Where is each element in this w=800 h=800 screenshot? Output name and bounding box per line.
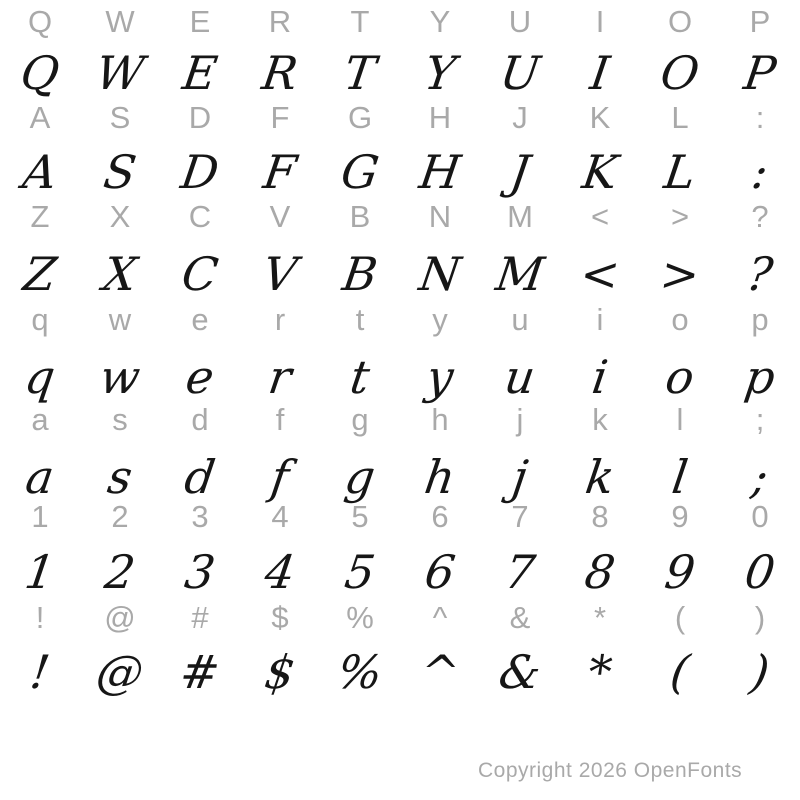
reference-glyph: @ [104,600,136,635]
reference-glyph: K [589,100,611,135]
script-glyph: k [582,450,618,504]
reference-glyph: q [31,302,49,337]
script-glyph: h [421,450,459,504]
script-glyph: & [495,645,545,699]
reference-glyph: T [350,4,370,39]
script-glyph: t [346,350,374,404]
script-glyph: K [579,145,621,199]
reference-glyph: $ [271,600,289,635]
reference-glyph: F [270,100,290,135]
reference-glyph: E [189,4,211,39]
reference-glyph: 9 [671,499,689,534]
script-glyph: Q [17,46,63,100]
reference-glyph: 4 [271,499,289,534]
script-glyph: W [92,46,148,100]
reference-glyph: G [347,100,373,135]
script-glyph: S [100,145,140,199]
script-glyph: p [741,350,779,404]
reference-glyph: s [112,402,128,437]
reference-glyph: ^ [432,600,448,635]
reference-glyph: 2 [111,499,129,534]
glyph-row-symbols-reference [0,600,800,636]
reference-glyph: O [667,4,693,39]
glyph-row-uppercase-zxcv-reference [0,199,800,235]
script-glyph: J [506,145,534,199]
reference-glyph: S [109,100,131,135]
script-glyph: w [96,350,144,404]
reference-glyph: o [671,302,689,337]
reference-glyph: * [593,600,607,635]
reference-glyph: y [432,302,448,337]
script-glyph: M [492,247,548,301]
reference-glyph: l [676,402,684,437]
script-glyph: R [258,46,302,100]
reference-glyph: M [507,199,533,234]
reference-glyph: % [346,600,374,635]
script-glyph: I [587,46,613,100]
reference-glyph: J [512,100,528,135]
script-glyph: B [339,247,381,301]
reference-glyph: U [508,4,532,39]
script-glyph: H [416,145,464,199]
script-glyph: G [337,145,383,199]
reference-glyph: 6 [431,499,449,534]
script-glyph: O [657,46,703,100]
script-glyph: $ [261,645,299,699]
reference-glyph: N [428,199,452,234]
reference-glyph: ( [674,600,686,635]
script-glyph: * [584,645,616,699]
reference-glyph: w [108,302,132,337]
script-glyph: 2 [101,545,139,599]
script-glyph: d [181,450,219,504]
glyph-row-symbols-script [0,642,800,702]
script-glyph: l [668,450,692,504]
script-glyph: u [501,350,539,404]
script-glyph: j [509,450,531,504]
script-glyph: ; [748,450,772,504]
script-glyph: 9 [661,545,699,599]
glyph-row-digits-reference [0,499,800,535]
script-glyph: U [496,46,544,100]
reference-glyph: P [749,4,771,39]
script-glyph: 3 [181,545,219,599]
reference-glyph: A [29,100,51,135]
script-glyph: F [260,145,300,199]
script-glyph: > [656,247,704,301]
reference-glyph: 3 [191,499,209,534]
reference-glyph: Q [27,4,53,39]
reference-glyph: & [509,600,531,635]
reference-glyph: 7 [511,499,529,534]
glyph-row-lowercase-qwerty-script [0,347,800,407]
reference-glyph: r [274,302,286,337]
reference-glyph: 8 [591,499,609,534]
reference-glyph: I [595,4,605,39]
reference-glyph: B [349,199,371,234]
reference-glyph: u [511,302,529,337]
reference-glyph: W [105,4,135,39]
reference-glyph: h [431,402,449,437]
script-glyph: i [588,350,612,404]
reference-glyph: ; [755,402,765,437]
reference-glyph: # [191,600,209,635]
script-glyph: s [104,450,136,504]
script-glyph: Y [421,46,459,100]
reference-glyph: i [596,302,604,337]
reference-glyph: C [188,199,212,234]
glyph-row-lowercase-asdf-reference [0,402,800,438]
reference-glyph: ? [751,199,769,234]
reference-glyph: H [428,100,452,135]
reference-glyph: ) [754,600,766,635]
script-glyph: 6 [421,545,459,599]
script-glyph: ^ [416,645,464,699]
reference-glyph: a [31,402,49,437]
script-glyph: 0 [741,545,779,599]
script-glyph: ( [667,645,693,699]
script-glyph: 4 [261,545,299,599]
script-glyph: q [21,350,59,404]
glyph-row-lowercase-asdf-script [0,447,800,507]
reference-glyph: k [592,402,608,437]
reference-glyph: < [590,199,610,234]
reference-glyph: t [355,302,365,337]
script-glyph: 8 [581,545,619,599]
reference-glyph: 5 [351,499,369,534]
copyright-watermark: Copyright 2026 OpenFonts [478,759,743,782]
reference-glyph: f [275,402,285,437]
script-glyph: E [179,46,221,100]
glyph-row-uppercase-qwerty-reference [0,4,800,40]
script-glyph: 7 [501,545,539,599]
script-glyph: : [748,145,772,199]
script-glyph: 1 [21,545,59,599]
reference-glyph: p [751,302,769,337]
reference-glyph: V [269,199,291,234]
script-glyph: % [334,645,386,699]
script-glyph: A [19,145,61,199]
script-glyph: ! [26,645,54,699]
reference-glyph: Y [429,4,451,39]
reference-glyph: X [109,199,131,234]
script-glyph: a [22,450,58,504]
reference-glyph: 0 [751,499,769,534]
script-glyph: X [99,247,141,301]
script-glyph: N [416,247,464,301]
script-glyph: o [662,350,698,404]
script-glyph: C [178,247,222,301]
script-glyph: y [423,350,457,404]
script-glyph: @ [93,645,147,699]
script-glyph: 5 [341,545,379,599]
reference-glyph: j [516,402,524,437]
reference-glyph: R [268,4,292,39]
reference-glyph: Z [30,199,50,234]
reference-glyph: 1 [31,499,49,534]
glyph-row-uppercase-zxcv-script [0,244,800,304]
reference-glyph: ! [35,600,45,635]
script-glyph: L [660,145,700,199]
reference-glyph: > [670,199,690,234]
reference-glyph: D [188,100,212,135]
glyph-row-digits-script [0,542,800,602]
script-glyph: r [265,350,295,404]
reference-glyph: d [191,402,209,437]
script-glyph: f [267,450,293,504]
glyph-row-uppercase-asdf-reference [0,100,800,136]
script-glyph: # [176,645,224,699]
script-glyph: < [576,247,624,301]
reference-glyph: g [351,402,369,437]
glyph-row-lowercase-qwerty-reference [0,302,800,338]
script-glyph: V [259,247,301,301]
reference-glyph: L [671,100,689,135]
glyph-row-uppercase-qwerty-script [0,43,800,103]
script-glyph: T [340,46,380,100]
script-glyph: ) [747,645,773,699]
script-glyph: ? [743,247,777,301]
reference-glyph: : [755,100,765,135]
script-glyph: Z [20,247,60,301]
reference-glyph: e [191,302,209,337]
script-glyph: P [740,46,780,100]
script-glyph: e [182,350,218,404]
glyph-row-uppercase-asdf-script [0,142,800,202]
script-glyph: D [177,145,223,199]
script-glyph: g [341,450,379,504]
